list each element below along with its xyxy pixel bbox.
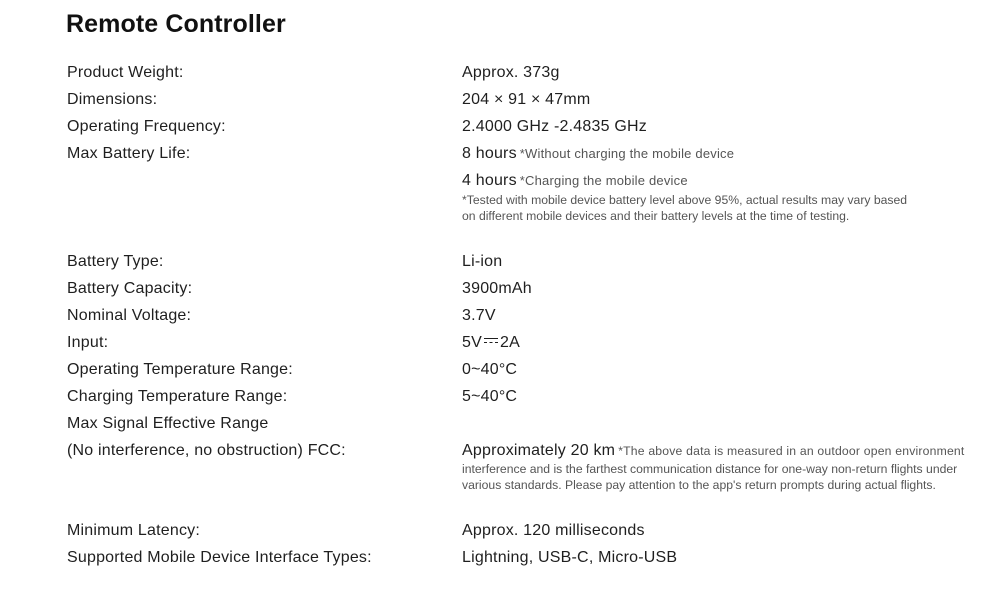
spec-value: Li-ion <box>462 253 503 270</box>
spec-label: Max Battery Life: <box>67 145 191 162</box>
battery-life-note: *Without charging the mobile device <box>519 146 735 161</box>
spec-value: 3900mAh <box>462 280 532 297</box>
spec-label: Max Signal Effective Range <box>67 415 269 432</box>
spec-value-without-charging <box>462 145 734 163</box>
dc-current-icon <box>484 336 498 346</box>
spec-value-with-charging <box>462 172 688 190</box>
spec-value: Approx. 120 milliseconds <box>462 522 645 539</box>
footnote-line: interference and is the farthest communication distance for one-way non-return flights under <box>462 462 958 476</box>
footnote-line: *Tested with mobile device battery level above 95%, actual results may vary based <box>462 193 908 207</box>
spec-value: 2.4000 GHz -2.4835 GHz <box>462 118 647 135</box>
spec-value: 0~40°C <box>462 361 518 378</box>
spec-label: Input: <box>67 334 109 351</box>
footnote-line: on different mobile devices and their battery levels at the time of testing. <box>462 208 850 223</box>
signal-range-footnote <box>462 462 957 493</box>
input-current: 2A <box>499 334 520 351</box>
spec-value <box>462 442 965 460</box>
battery-life-hours: 8 hours <box>462 145 517 162</box>
signal-range-value: Approximately 20 km <box>462 442 616 459</box>
spec-value: 5~40°C <box>462 388 518 405</box>
battery-life-note: *Charging the mobile device <box>519 173 688 188</box>
spec-label: Operating Frequency: <box>67 118 226 135</box>
spec-label: Operating Temperature Range: <box>67 361 293 378</box>
spec-label: Battery Capacity: <box>67 280 193 297</box>
signal-range-note: *The above data is measured in an outdoor open environment <box>618 444 965 458</box>
input-voltage: 5V <box>462 334 482 351</box>
spec-label: Minimum Latency: <box>67 522 201 539</box>
footnote-line: various standards. Please pay attention to the app's return prompts during actual flights. <box>462 477 936 492</box>
spec-value <box>462 334 520 352</box>
spec-value: 3.7V <box>462 307 496 324</box>
spec-label: Nominal Voltage: <box>67 307 192 324</box>
page-title: Remote Controller <box>66 10 286 38</box>
spec-label: Battery Type: <box>67 253 164 270</box>
battery-life-hours: 4 hours <box>462 172 517 189</box>
spec-label: (No interference, no obstruction) FCC: <box>67 442 346 459</box>
spec-label: Charging Temperature Range: <box>67 388 288 405</box>
spec-label: Product Weight: <box>67 64 184 81</box>
spec-value: Approx. 373g <box>462 64 560 81</box>
spec-label: Supported Mobile Device Interface Types: <box>67 549 372 566</box>
spec-label: Dimensions: <box>67 91 158 108</box>
battery-life-footnote <box>462 193 907 224</box>
spec-value: 204 × 91 × 47mm <box>462 91 591 108</box>
spec-value: Lightning, USB-C, Micro-USB <box>462 549 678 566</box>
